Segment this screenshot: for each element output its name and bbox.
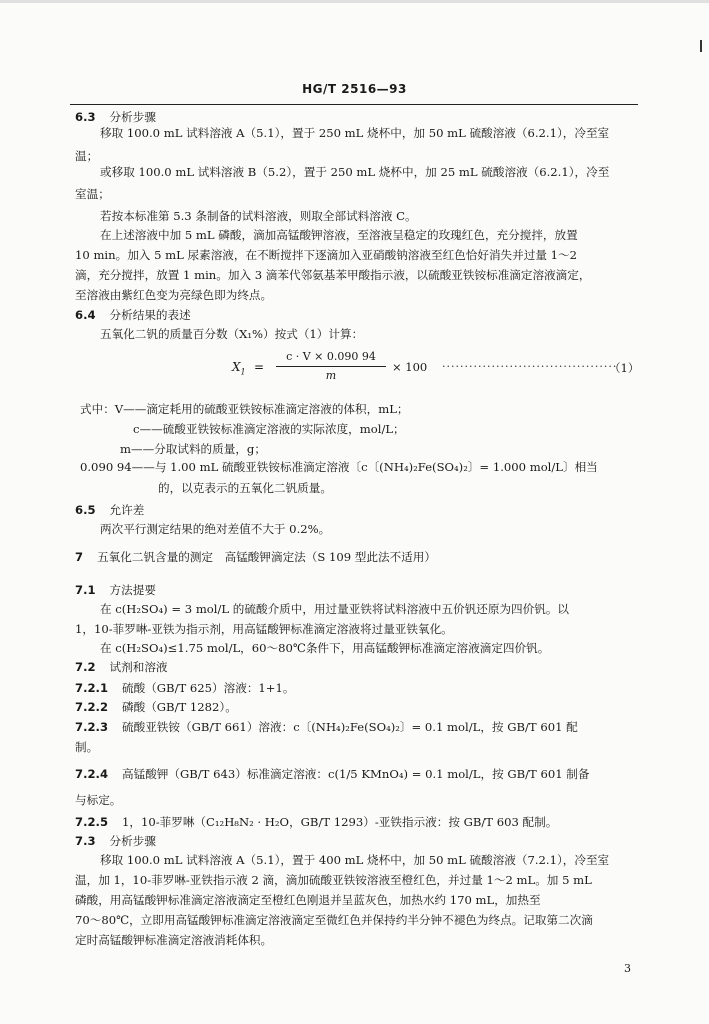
paragraph-line: 温，加 1，10-菲罗啉-亚铁指示液 2 滴，滴加硫酸亚铁铵溶液至橙红色，并过量 1～2 mL。加 5 mL: [75, 873, 592, 887]
paragraph-line: 在上述溶液中加 5 mL 磷酸，滴加高锰酸钾溶液，至溶液呈稳定的玫瑰红色，充分搅拌，放置: [100, 228, 578, 242]
formula-equals: =: [254, 360, 265, 374]
paragraph-line: 70～80℃，立即用高锰酸钾标准滴定溶液滴定至微红色并保持约半分钟不褪色为终点。记取第二次滴: [75, 913, 593, 927]
item-text: 硫酸亚铁铵（GB/T 661）溶液：c〔(NH₄)₂Fe(SO₄)₂〕= 0.1 mol/L，按 GB/T 601 配: [122, 720, 578, 734]
paragraph-line: 移取 100.0 mL 试料溶液 A（5.1），置于 400 mL 烧杯中，加 50 mL 硫酸溶液（7.2.1），冷至室: [100, 853, 610, 867]
section-title: 分析步骤: [109, 110, 156, 124]
where-line: 的，以克表示的五氧化二钒质量。: [158, 481, 332, 495]
paragraph-line: 滴，充分搅拌，放置 1 min。加入 3 滴苯代邻氨基苯甲酸指示液，以硫酸亚铁铵标准滴定溶液滴定，: [75, 268, 591, 282]
section-number: 6.4: [75, 308, 96, 322]
item-number: 7.2.5: [75, 815, 109, 829]
section-heading: [75, 583, 156, 598]
list-item: [75, 767, 589, 782]
section-number: 7.3: [75, 834, 96, 848]
item-number: 7.2.4: [75, 767, 109, 781]
item-number: 7.2.2: [75, 700, 109, 714]
paragraph-line: 在 c(H₂SO₄) = 3 mol/L 的硫酸介质中，用过量亚铁将试料溶液中五价钒还原为四价钒。以: [100, 602, 570, 616]
section-heading: [75, 503, 144, 518]
paragraph-line: 磷酸，用高锰酸钾标准滴定溶液滴定至橙红色刚退并呈蓝灰色，加热水约 170 mL，加热至: [75, 893, 541, 907]
paragraph-line: 定时高锰酸钾标准滴定溶液消耗体积。: [75, 933, 273, 947]
formula-1: [232, 350, 642, 386]
section-heading: [75, 110, 156, 125]
formula-leader-dots: ·······································: [442, 360, 618, 373]
where-line: 式中：V——滴定耗用的硫酸亚铁铵标准滴定溶液的体积，mL；: [80, 402, 409, 416]
list-item: [75, 700, 237, 715]
section-number: 6.3: [75, 110, 96, 124]
list-item: [75, 681, 294, 696]
formula-multiplier: × 100: [392, 360, 428, 374]
item-number: 7.2.3: [75, 720, 109, 734]
standard-code-header: HG/T 2516—93: [302, 82, 407, 96]
section-title: 方法提要: [109, 583, 156, 597]
paragraph-line: 五氧化二钒的质量百分数（X₁%）按式（1）计算：: [100, 327, 364, 341]
where-line: 0.090 94——与 1.00 mL 硫酸亚铁铵标准滴定溶液〔c〔(NH₄)₂Fe(SO₄)₂〕= 1.000 mol/L〕相当: [80, 460, 598, 474]
paragraph-line: 10 min。加入 5 mL 尿素溶液，在不断搅拌下逐滴加入亚硝酸钠溶液至红色恰好消失并过量 1～2: [75, 248, 577, 262]
formula-number: （1）: [609, 361, 640, 375]
item-text: 1，10-菲罗啉（C₁₂H₈N₂ · H₂O，GB/T 1293）-亚铁指示液：按 GB/T 603 配制。: [122, 815, 558, 829]
section-title: 试剂和溶液: [109, 660, 168, 674]
list-item-continuation: 与标定。: [75, 793, 122, 807]
chapter-title: 五氧化二钒含量的测定 高锰酸钾滴定法（S 109 型此法不适用）: [97, 550, 436, 564]
paragraph-line: 两次平行测定结果的绝对差值不大于 0.2%。: [100, 522, 331, 536]
paragraph-line: 或移取 100.0 mL 试料溶液 B（5.2），置于 250 mL 烧杯中，加 25 mL 硫酸溶液（6.2.1），冷至: [100, 165, 610, 179]
where-line: m——分取试料的质量，g；: [120, 442, 266, 456]
section-title: 分析结果的表述: [109, 308, 191, 322]
paragraph-line: 至溶液由紫红色变为亮绿色即为终点。: [75, 288, 273, 302]
list-item: [75, 720, 578, 735]
section-title: 允许差: [109, 503, 145, 517]
section-heading: [75, 660, 168, 675]
scan-top-edge: [0, 0, 709, 3]
paragraph-line: 若按本标准第 5.3 条制备的试料溶液，则取全部试料溶液 C。: [100, 209, 417, 223]
scan-mark: [700, 40, 702, 52]
formula-denominator: m: [325, 369, 337, 382]
paragraph-line: 室温；: [75, 187, 110, 201]
page-number: 3: [624, 962, 631, 975]
formula-numerator: c · V × 0.090 94: [286, 350, 376, 363]
header-rule: [70, 104, 638, 105]
section-title: 分析步骤: [109, 834, 156, 848]
list-item-continuation: 制。: [75, 740, 99, 754]
section-heading: [75, 308, 191, 323]
chapter-heading: [75, 550, 436, 565]
section-number: 6.5: [75, 503, 96, 517]
item-text: 磷酸（GB/T 1282）。: [122, 700, 237, 714]
formula-lhs: $X_1$: [232, 360, 246, 377]
section-number: 7.2: [75, 660, 96, 674]
where-line: c——硫酸亚铁铵标准滴定溶液的实际浓度，mol/L；: [133, 422, 405, 436]
item-number: 7.2.1: [75, 681, 109, 695]
chapter-number: 7: [75, 550, 84, 564]
section-number: 7.1: [75, 583, 96, 597]
paragraph-line: 温；: [75, 149, 99, 163]
item-text: 高锰酸钾（GB/T 643）标准滴定溶液：c(1/5 KMnO₄) = 0.1 mol/L，按 GB/T 601 制备: [122, 767, 590, 781]
item-text: 硫酸（GB/T 625）溶液：1+1。: [122, 681, 295, 695]
paragraph-line: 在 c(H₂SO₄)≤1.75 mol/L，60～80℃条件下，用高锰酸钾标准滴定溶液滴定四价钒。: [100, 641, 550, 655]
list-item: [75, 815, 557, 830]
paragraph-line: 移取 100.0 mL 试料溶液 A（5.1），置于 250 mL 烧杯中，加 50 mL 硫酸溶液（6.2.1），冷至室: [100, 126, 610, 140]
section-heading: [75, 834, 156, 849]
paragraph-line: 1，10-菲罗啉-亚铁为指示剂，用高锰酸钾标准滴定溶液将过量亚铁氧化。: [75, 622, 453, 636]
fraction-bar: [276, 366, 386, 367]
